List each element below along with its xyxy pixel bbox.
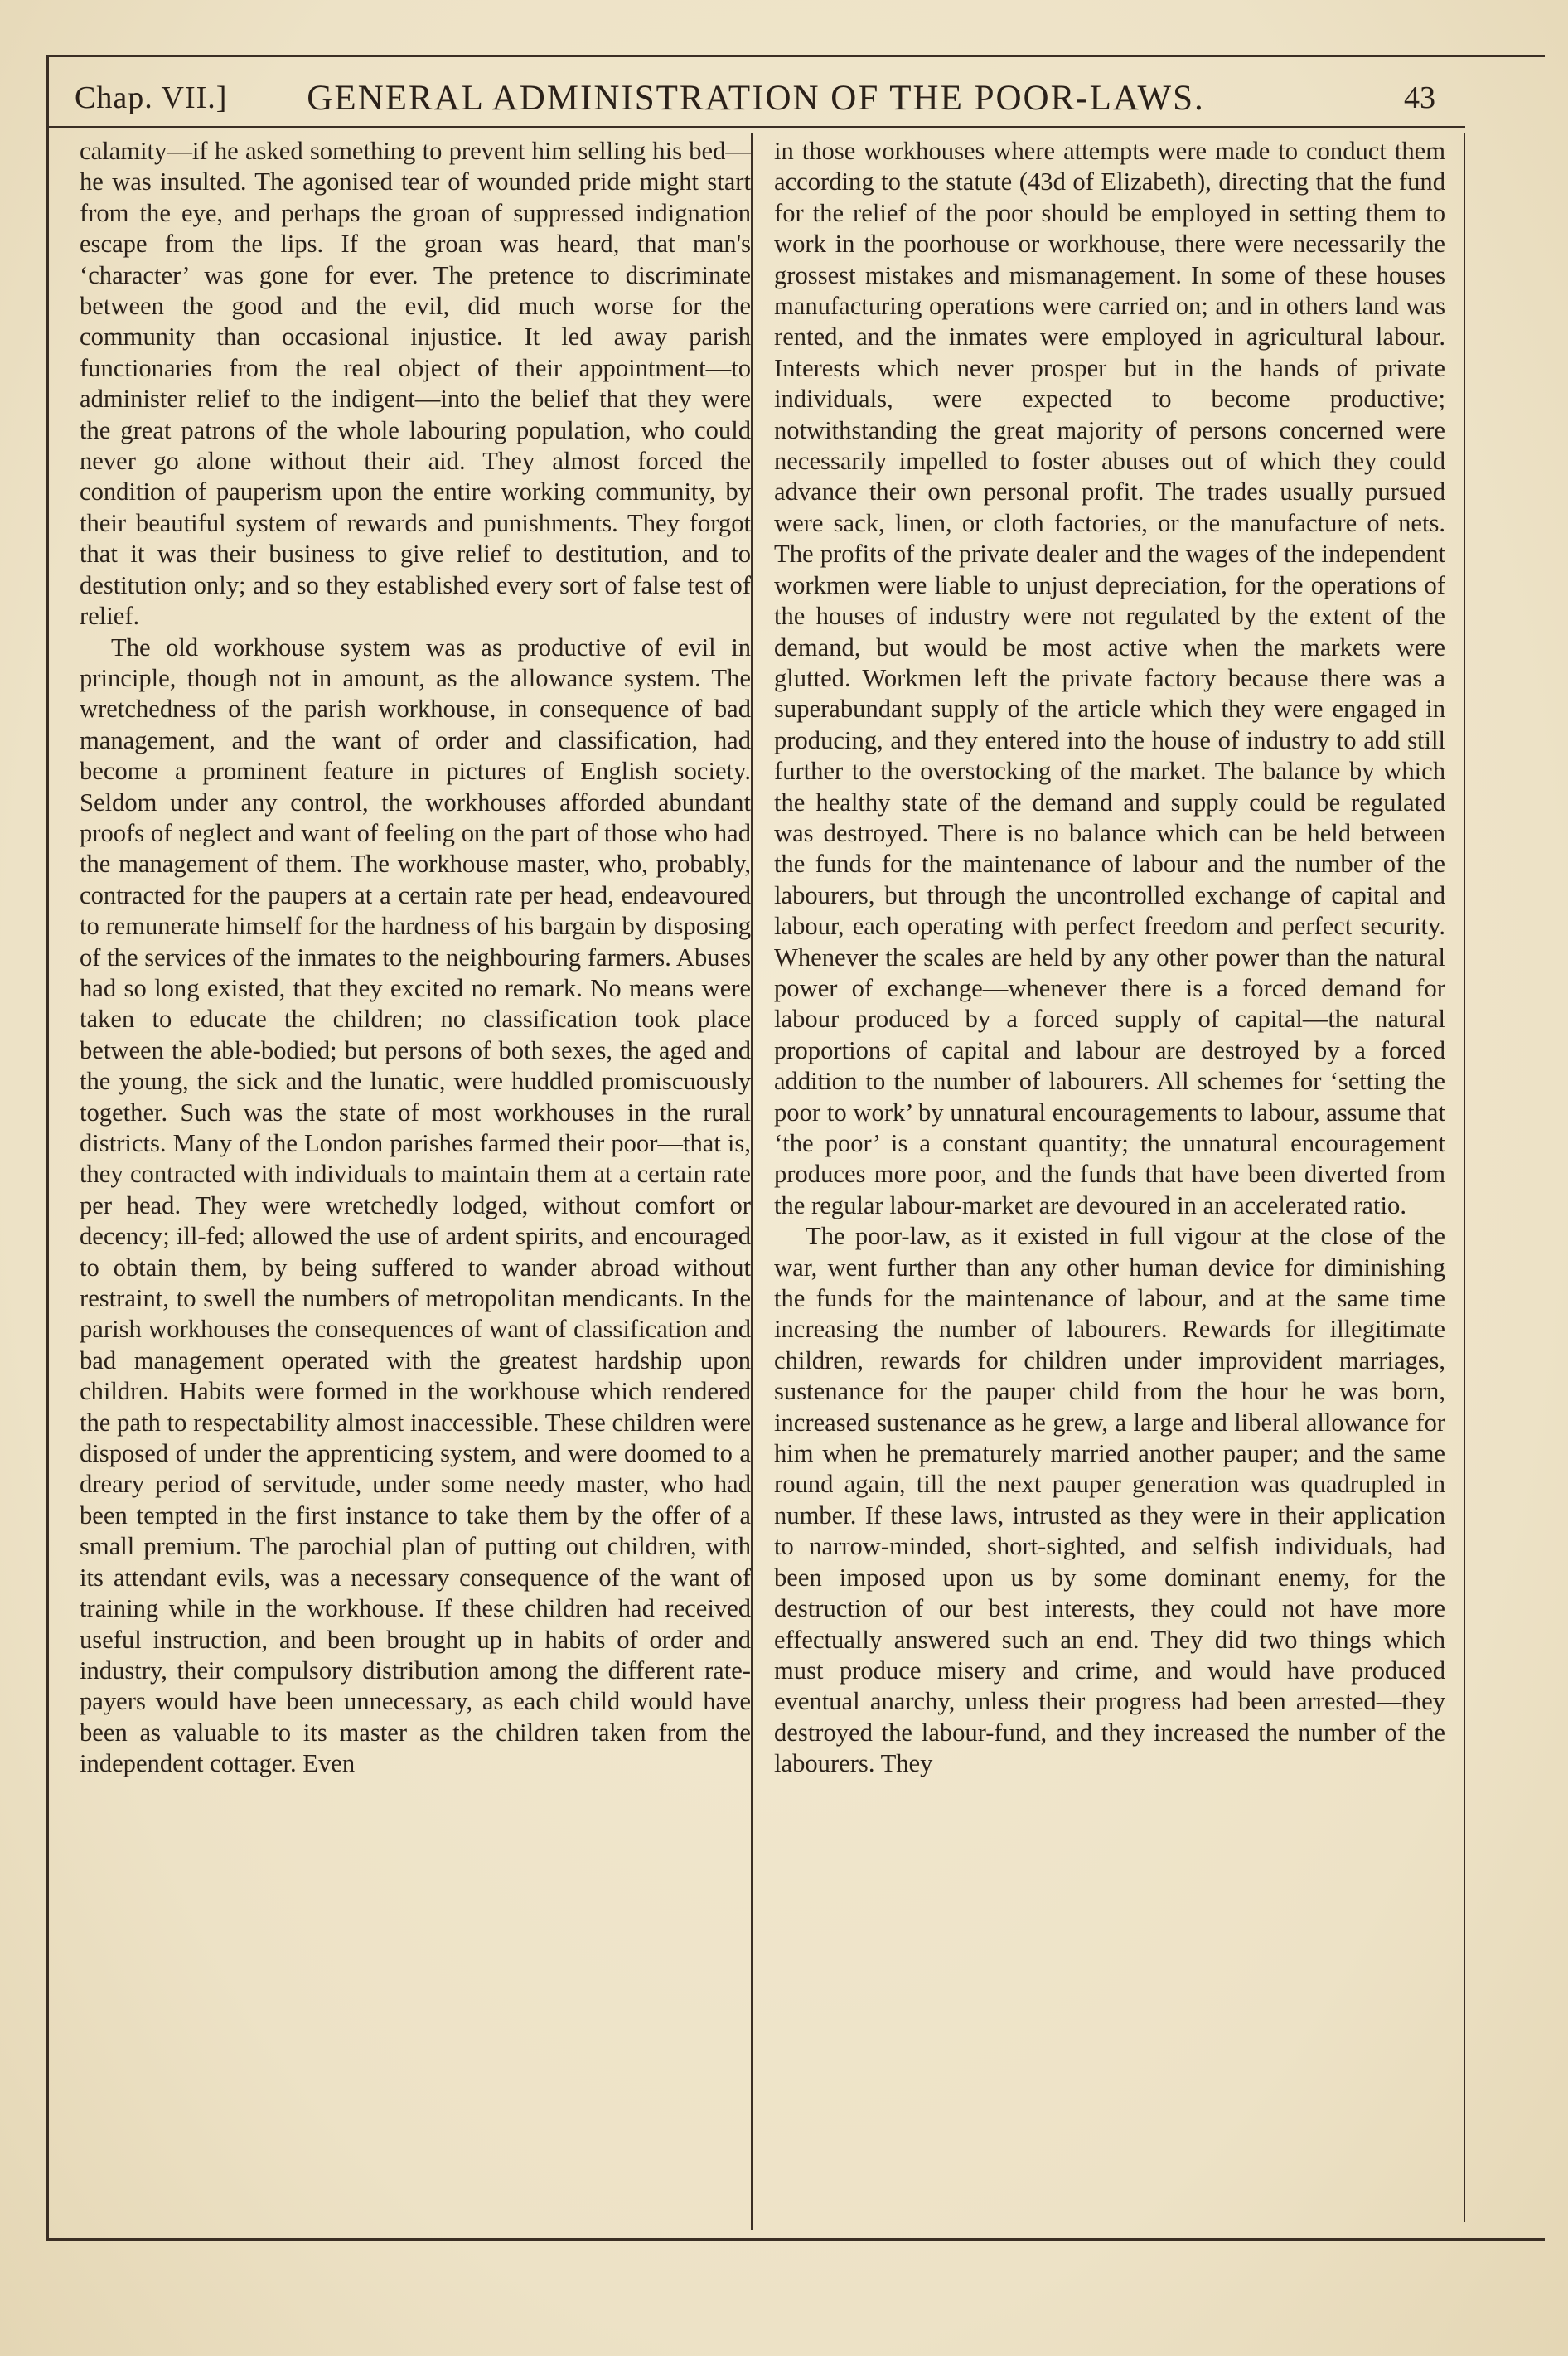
frame-right-rule [1464, 133, 1465, 2222]
paragraph: calamity—if he asked something to prevent him selling his bed—he was insulted. The agonised tear of wounded pride might start from the eye, and perhaps the groan of suppressed indignation escape from the lips. If the groan was heard, that man's ‘character’ was gone for ever. The pretence to discriminate between the good and the evil, did much worse for the community than occasional injustice. It led away parish functionaries from the real object of their appointment—to administer relief to the indigent—into the belief that they were the great patrons of the whole labouring population, who could never go alone without their aid. They almost forced the condition of pauperism upon the entire working community, by their beautiful system of rewards and punishments. They forgot that it was their business to give relief to destitution, and to destitution only; and so they established every sort of false test of relief. [80, 137, 751, 631]
paragraph: in those workhouses where attempts were made to conduct them according to the statute (43d of Elizabeth), directing that the fund for the relief of the poor should be employed in setting them to work in the poorhouse or workhouse, there were necessarily the grossest mistakes and mismanagement. In some of these houses manufacturing operations were carried on; and in others land was rented, and the inmates were employed in agricultural labour. Interests which never prosper but in the hands of private individuals, were expected to become productive; notwithstanding the great majority of persons concerned were necessarily impelled to foster abuses out of which they could advance their own personal profit. The trades usually pursued were sack, linen, or cloth factories, or the manufacture of nets. The profits of the private dealer and the wages of the independent workmen were liable to unjust depreciation, for the operations of the houses of industry were not regulated by the extent of the demand, but would be most active when the markets were glutted. Workmen left the private factory because there was a superabundant supply of the article which they were engaged in producing, and they entered into the house of industry to add still further to the overstocking of the market. The balance by which the healthy state of the demand and supply could be regulated was destroyed. There is no balance which can be held between the funds for the maintenance of labour and the number of the labourers, but through the uncontrolled exchange of capital and labour, each operating with perfect freedom and perfect security. Whenever the scales are held by any other power than the natural power of exchange—whenever there is a forced demand for labour produced by a forced supply of capital—the natural proportions of capital and labour are destroyed by a forced addition to the number of labourers. All schemes for ‘setting the poor to work’ by unnatural encouragements to labour, assume that ‘the poor’ is a constant quantity; the unnatural encouragement produces more poor, and the funds that have been diverted from the regular labour-market are devoured in an accelerated ratio. [774, 137, 1445, 1219]
right-column [774, 136, 1445, 1780]
paragraph: The poor-law, as it existed in full vigour at the close of the war, went further than any other human device for diminishing the funds for the maintenance of labour, and at the same time increasing the number of labourers. Rewards for illegitimate children, rewards for children under improvident marriages, sustenance for the pauper child from the hour he was born, increased sustenance as he grew, a large and liberal allowance for him when he prematurely married another pauper; and the same round again, till the next pauper generation was quadrupled in number. If these laws, intrusted as they were in their application to narrow-minded, short-sighted, and selfish individuals, had been imposed upon us by some dominant enemy, for the destruction of our best interests, they could not have more effectually answered such an end. They did two things which must produce misery and crime, and would have produced eventual anarchy, unless their progress had been arrested—they destroyed the labour-fund, and they increased the number of the labourers. They [774, 1222, 1445, 1778]
frame-top-rule [46, 55, 1545, 57]
chapter-label: Chap. VII.] [75, 80, 228, 115]
left-column [80, 136, 751, 1780]
paragraph: The old workhouse system was as productive of evil in principle, though not in amount, as the allowance system. The wretchedness of the parish workhouse, in consequence of bad management, and the want of order and classification, had become a prominent feature in pictures of English society. Seldom under any control, the workhouses afforded abundant proofs of neglect and want of feeling on the part of those who had the management of them. The workhouse master, who, probably, contracted for the paupers at a certain rate per head, endeavoured to remunerate himself for the hardness of his bargain by disposing of the services of the inmates to the neighbouring farmers. Abuses had so long existed, that they excited no remark. No means were taken to educate the children; no classification took place between the able-bodied; but persons of both sexes, the aged and the young, the sick and the lunatic, were huddled promiscuously together. Such was the state of most workhouses in the rural districts. Many of the London parishes farmed their poor—that is, they contracted with individuals to maintain them at a certain rate per head. They were wretchedly lodged, without comfort or decency; ill-fed; allowed the use of ardent spirits, and encouraged to obtain them, by being suffered to wander abroad without restraint, to swell the numbers of metropolitan mendicants. In the parish workhouses the consequences of want of classification and bad management operated with the greatest hardship upon children. Habits were formed in the workhouse which rendered the path to respectability almost inaccessible. These children were disposed of under the apprenticing system, and were doomed to a dreary period of servitude, under some needy master, who had been tempted in the first instance to take them by the offer of a small premium. The parochial plan of putting out children, with its attendant evils, was a necessary consequence of the want of training while in the workhouse. If these children had received useful instruction, and been brought up in habits of order and industry, their compulsory distribution among the different rate-payers would have been unnecessary, as each child would have been as valuable to its master as the children taken from the independent cottager. Even [80, 633, 751, 1778]
running-header [46, 76, 1465, 128]
frame-left-rule [46, 55, 49, 2240]
page-number: 43 [1404, 80, 1435, 115]
frame-bottom-rule [46, 2238, 1545, 2241]
column-divider [751, 133, 753, 2230]
running-title: GENERAL ADMINISTRATION OF THE POOR-LAWS. [307, 79, 1205, 118]
